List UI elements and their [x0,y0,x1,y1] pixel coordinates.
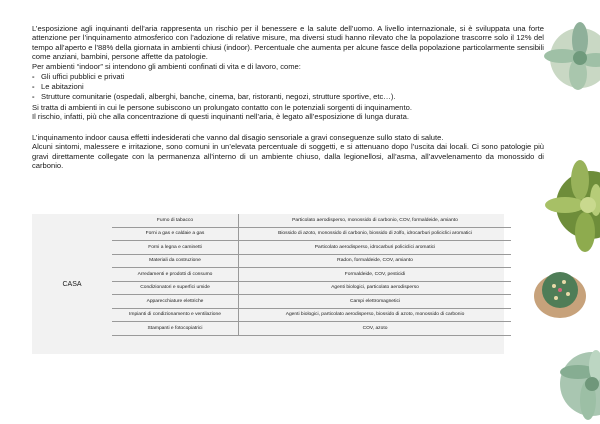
pollutants-cell: Campi elettromagnetici [239,295,512,309]
list-item: - Le abitazioni [32,82,544,92]
document-text [32,24,544,170]
pollutants-cell: Particolato aerodisperso, idrocarburi policiclici aromatici [239,241,512,255]
pollutants-cell: COV, azoto [239,322,512,336]
succulent-plant-image [545,160,600,252]
succulent-plant-image [560,350,600,420]
group-label-casa: CASA [62,280,82,288]
source-cell: Forni a gas e caldaie a gas [112,227,239,241]
source-cell: Condizionatori e superfici umide [112,281,239,295]
pollution-sources-table [32,214,504,354]
decorative-plants [530,0,600,424]
table-row [112,308,511,322]
cactus-plant-image [534,272,586,318]
list-item: - Gli uffici pubblici e privati [32,72,544,82]
risk-note: Il rischio, infatti, più che alla concentrazione di questi inquinanti nell’aria, è legato all’esposizione di lunga durata. [32,112,409,122]
source-cell: Fumo di tabacco [112,214,239,227]
table-row [112,254,511,268]
effects-paragraph: L’inquinamento indoor causa effetti indesiderati che vanno dal disagio sensoriale a gravi conseguenze sullo stato di salute. [32,132,444,142]
intro-paragraph: L’esposizione agli inquinanti dell’aria rappresenta un rischio per il benessere e la salute dell’uomo. A livello internazionale, si è sviluppata una forte attenzione per l’inquinamento atmosferico con l’adozione di relative misure, ma diversi studi hanno rilevato che la popolazione trascorre solo il 12% del tempo all’aperto e l’88% della giornata in ambienti chiusi (indoor). Percentuale che aumenta per alcune fasce della popolazione particolarmente sensibili come anziani, bambini, persone affette da patologie. [32,24,544,62]
indoor-environments-list [32,72,544,102]
table-row [112,214,511,227]
indoor-definition: Per ambienti “indoor” si intendono gli ambienti confinati di vita e di lavoro, come: [32,61,301,71]
symptoms-paragraph: Alcuni sintomi, malessere e irritazione, sono comuni in un’elevata percentuale di soggetti, e si attenuano dopo l’uscita dai locali. Ci sono patologie più gravi direttamente collegate con la permanenza all’interno di un ambiente chiuso, dalla legionellosi, all’asma, all’avvelenamento da monossido di carbonio. [32,142,544,171]
table-row [112,281,511,295]
pollutants-cell: Radon, formaldeide, COV, amianto [239,254,512,268]
source-cell: Stampanti e fotocopiatrici [112,322,239,336]
pollutants-cell: Formaldeide, COV, pesticidi [239,268,512,282]
table-row [112,295,511,309]
table-row [112,322,511,336]
source-cell: Apparecchiature elettriche [112,295,239,309]
succulent-plant-image [544,22,600,90]
source-cell: Forni a legna e caminetti [112,241,239,255]
table-row [112,268,511,282]
contact-note: Si tratta di ambienti in cui le persone subiscono un prolungato contatto con le potenziali sorgenti di inquinamento. [32,103,412,113]
list-item: - Strutture comunitarie (ospedali, alberghi, banche, cinema, bar, ristoranti, negozi, strutture sportive, etc…). [32,92,544,102]
sources-table [112,214,511,336]
pollutants-cell: Agenti biologici, particolato aerodisperso [239,281,512,295]
source-cell: Arredamenti e prodotti di consumo [112,268,239,282]
table-row [112,241,511,255]
source-cell: Impianti di condizionamento e ventilazione [112,308,239,322]
source-cell: Materiali da costruzione [112,254,239,268]
pollutants-cell: Agenti biologici, particolato aerodisperso, biossido di azoto, monossido di carbonio [239,308,512,322]
pollutants-cell: Biossido di azoto, monossido di carbonio, biossido di zolfo, idrocarburi policiclici aromatici [239,227,512,241]
pollutants-cell: Particolato aerodisperso, monossido di carbonio, COV, formaldeide, amianto [239,214,512,227]
table-row [112,227,511,241]
